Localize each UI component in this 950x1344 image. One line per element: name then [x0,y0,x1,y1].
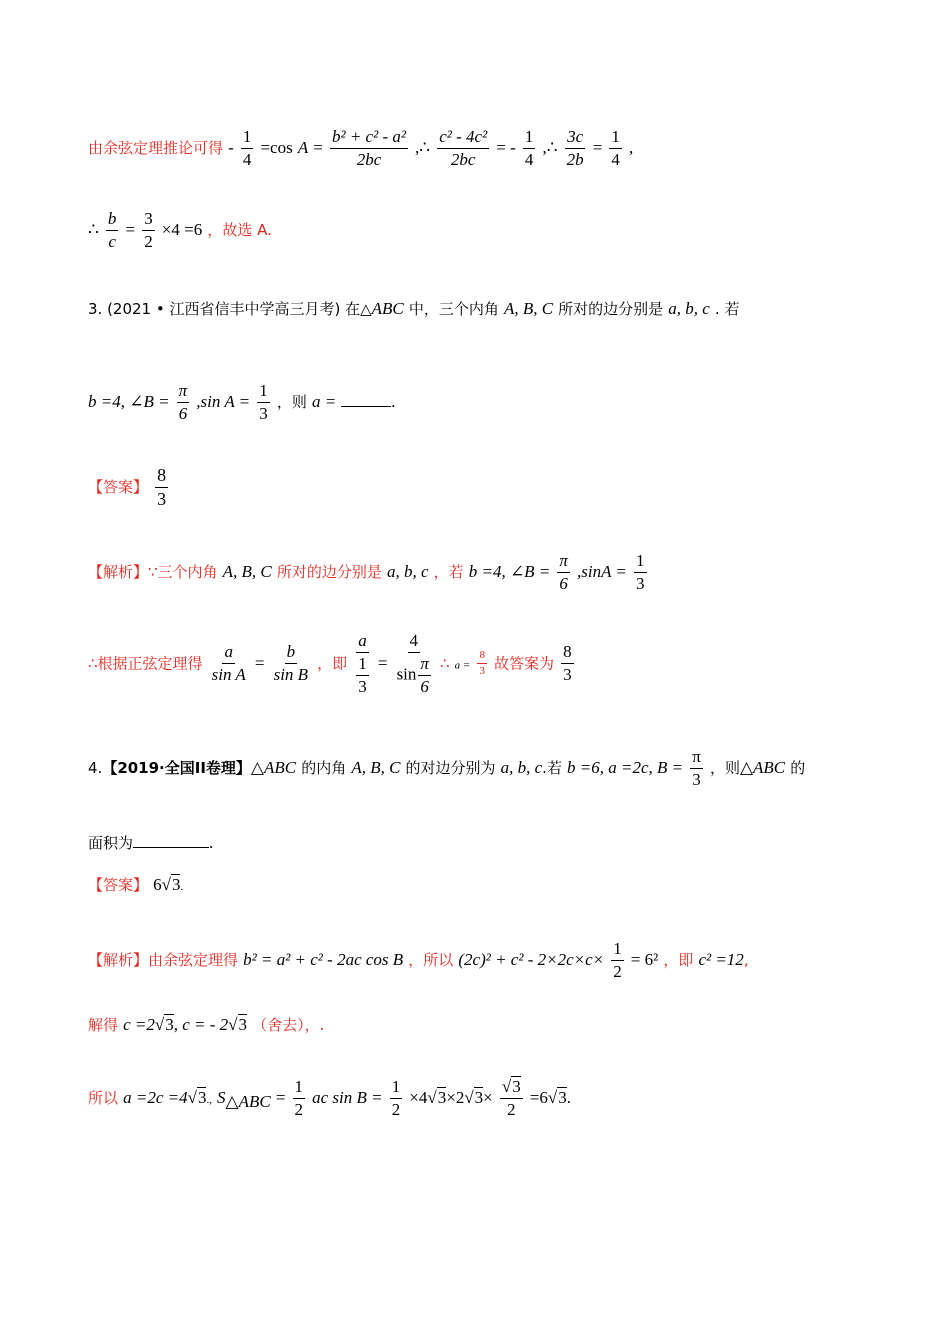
fraction: $\frac{1}{4}$ [524,127,534,169]
solution-label: 【解析】 [88,950,149,969]
fraction: $\frac{8}{3}$ [157,465,167,509]
solution-3-line-1: 【解析】∵三个内角 A, B, C 所对的边分别是 a, b, c ，若 b =4, ∠B = $\frac{\pi}{6}$ ,sinA = $\frac{1}{3}$ [88,551,645,593]
question-source: 【2019·全国II卷理】 [102,758,251,777]
answer-4: 【答案】 6√3. [88,875,184,894]
fraction: $\frac{\text{b² + c² - a²}}{2bc}$ [331,127,406,169]
answer-blank [133,847,209,848]
derivation-line-2: ∴ $\frac{b}{c}$ = $\frac{3}{2}$ ×4 =6 ，故选 A. [88,209,272,251]
fraction: $\frac{1}{4}$ [611,127,620,169]
fraction: $\frac{\pi}{3}$ [692,747,701,789]
fraction: $\frac{1}{4}$ [242,127,252,169]
question-4-continued: 面积为 . [88,833,214,852]
solution-4-line-3: 所以 a =2c =4√3., $S_{\triangle ABC}$ = $\frac{1}{2}$ ac sin B = $\frac{1}{2}$ ×4√3×2√3× $\frac{√3}{2}$ =6√3. [88,1077,571,1119]
fraction: $\frac{\pi}{6}$ [178,381,188,423]
fraction: $\frac{1}{3}$ [259,381,268,423]
fraction: $\frac{1}{2}$ [391,1077,401,1119]
solution-4-line-2: 解得 c =2√3, c = - 2√3 （舍去），. [88,1015,325,1034]
answer-label: 【答案】 [88,876,149,894]
fraction: $\frac{8}{3}$ [563,642,572,685]
answer-label: 【答案】 [88,477,149,496]
choice-conclusion: ，故选 A. [207,220,272,239]
question-3: 3. (2021 • 江西省信丰中学高三月考) 在△ABC 中，三个内角 A, B, C 所对的边分别是 a, b, c . 若 [88,299,740,318]
answer-3 [88,466,890,509]
solution-3-line-2: ∴根据正弦定理得 $\frac{a}{\text{sin A}}$ = $\frac{b}{\text{sin B}}$ ，即 $\frac{a}{\frac{1}{3}}$ = 4 sin $\frac{\pi}{6}$ ∴ a = $\frac{8}{3}$ 故答案为 $\frac{8}{3}$ [88,631,572,696]
question-4: 4.【2019·全国II卷理】△ABC 的内角 A, B, C 的对边分别为 a, b, c.若 b =6, a =2c, B = $\frac{\pi}{3}$ ，则△ABC 的 [88,747,806,789]
fraction: $\frac{\pi}{6}$ [559,551,568,593]
fraction: $\frac{1}{2}$ [613,939,622,981]
fraction: $\frac{3c}{2b}$ [566,127,584,169]
fraction: $\frac{8}{3}$ [479,648,485,678]
fraction: $\frac{b}{c}$ [107,209,117,251]
fraction: $\frac{1}{3}$ [636,551,645,593]
solution-label: 【解析】 [88,562,149,581]
fraction: $\frac{\text{c² - 4c²}}{2bc}$ [439,127,488,169]
fraction: $\frac{3}{2}$ [144,209,153,251]
fraction: $\frac{1}{2}$ [294,1077,304,1119]
compound-fraction: 4 sin $\frac{\pi}{6}$ [396,631,429,696]
solution-4-line-1: 【解析】由余弦定理得 b² = a² + c² - 2ac cos B ，所以 (2c)² + c² - 2×2c×c× $\frac{1}{2}$ = 6² ，即 c² =12, [88,939,749,981]
fraction: $\frac{√3}{2}$ [501,1077,521,1119]
answer-blank [341,406,391,407]
fraction: $\frac{a}{\text{sin A}}$ [211,642,246,685]
compound-fraction: $\frac{a}{\frac{1}{3}}$ [358,631,367,696]
derivation-line-1: 由余弦定理推论可得 - $\frac{1}{4}$ =cos A = $\frac{\text{b² + c² - a²}}{2bc}$ ,∴ $\frac{\text{c² - 4c²}}{2bc}$ = - $\frac{1}{4}$ ,∴ $\frac{3c}{2b}$ = $\frac{1}{4}$ , [88,127,634,169]
fraction: $\frac{b}{\text{sin B}}$ [273,642,309,685]
derivation-label: 由余弦定理推论可得 [88,138,224,157]
question-3-conditions: b =4, ∠B = $\frac{\pi}{6}$ ,sin A = $\frac{1}{3}$ ，则 a = . [88,381,396,423]
